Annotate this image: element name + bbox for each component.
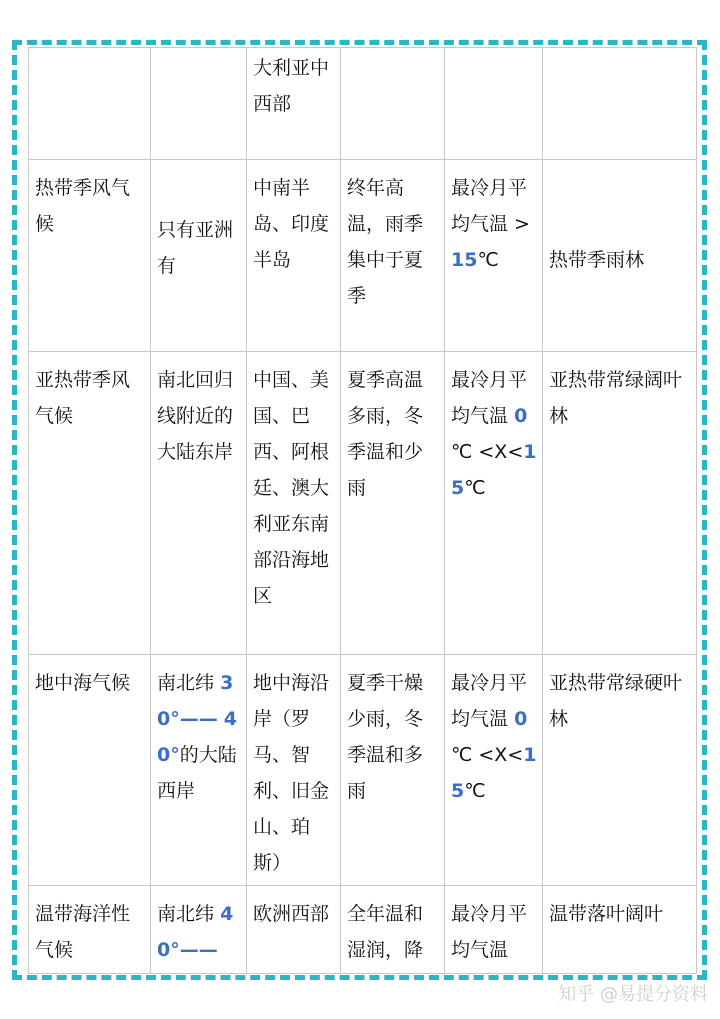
vegetation-cell: 温带落叶阔叶 <box>543 886 697 974</box>
temperature-value: 15 <box>451 441 537 499</box>
climate-cell: 地中海气候 <box>29 655 151 886</box>
temperature-unit: ℃ <box>477 249 499 271</box>
temperature-text: 最冷月平均气温 <box>451 672 528 730</box>
table-row <box>29 655 697 886</box>
temperature-range: <X< <box>478 744 524 766</box>
climate-cell: 热带季风气候 <box>29 160 151 352</box>
temperature-value: 0 <box>514 405 528 427</box>
features-cell <box>341 48 445 160</box>
temperature-value: 15 <box>451 744 537 802</box>
table-row <box>29 352 697 655</box>
temperature-cell <box>445 48 543 160</box>
temperature-unit: ℃ <box>451 441 473 463</box>
latitude-value: 40°—— <box>157 903 234 961</box>
region-cell: 中南半岛、印度半岛 <box>247 160 341 352</box>
latitude-value: 40° <box>157 708 238 766</box>
temperature-cell <box>445 352 543 655</box>
latitude-value: 30°—— <box>157 672 234 730</box>
vegetation-cell: 亚热带常绿硬叶林 <box>543 655 697 886</box>
location-text: 的大陆西岸 <box>157 744 237 802</box>
location-cell <box>151 48 247 160</box>
region-cell: 欧洲西部 <box>247 886 341 974</box>
features-cell: 全年温和湿润，降 <box>341 886 445 974</box>
table-row <box>29 160 697 352</box>
features-cell: 夏季干燥少雨，冬季温和多雨 <box>341 655 445 886</box>
climate-cell <box>29 48 151 160</box>
climate-table <box>28 47 696 974</box>
features-cell: 终年高温，雨季集中于夏季 <box>341 160 445 352</box>
temperature-cell <box>445 655 543 886</box>
temperature-unit: ℃ <box>451 744 473 766</box>
temperature-text: 最冷月平均气温 <box>451 369 528 427</box>
location-cell <box>151 655 247 886</box>
climate-cell: 亚热带季风气候 <box>29 352 151 655</box>
temperature-unit: ℃ <box>464 477 486 499</box>
location-text: 南北纬 <box>157 672 215 694</box>
temperature-text: 最冷月平均气温 > <box>451 177 530 235</box>
vegetation-cell: 热带季雨林 <box>543 160 697 352</box>
vegetation-cell: 亚热带常绿阔叶林 <box>543 352 697 655</box>
watermark: 知乎 @易提分资料 <box>558 984 708 1005</box>
region-cell: 大利亚中西部 <box>247 48 341 160</box>
temperature-unit: ℃ <box>464 780 486 802</box>
location-cell <box>151 886 247 974</box>
climate-cell: 温带海洋性气候 <box>29 886 151 974</box>
temperature-cell <box>445 160 543 352</box>
location-text: 南北纬 <box>157 903 215 925</box>
vegetation-cell <box>543 48 697 160</box>
location-cell: 南北回归线附近的大陆东岸 <box>151 352 247 655</box>
features-cell: 夏季高温多雨，冬季温和少雨 <box>341 352 445 655</box>
location-cell: 只有亚洲有 <box>151 160 247 352</box>
temperature-value: 0 <box>514 708 528 730</box>
temperature-range: <X< <box>478 441 524 463</box>
temperature-value: 15 <box>451 249 478 271</box>
region-cell: 中国、美国、巴西、阿根廷、澳大利亚东南部沿海地区 <box>247 352 341 655</box>
temperature-cell: 最冷月平均气温 <box>445 886 543 974</box>
region-cell: 地中海沿岸（罗马、智利、旧金山、珀斯） <box>247 655 341 886</box>
table-row <box>29 886 697 974</box>
table-row <box>29 48 697 160</box>
